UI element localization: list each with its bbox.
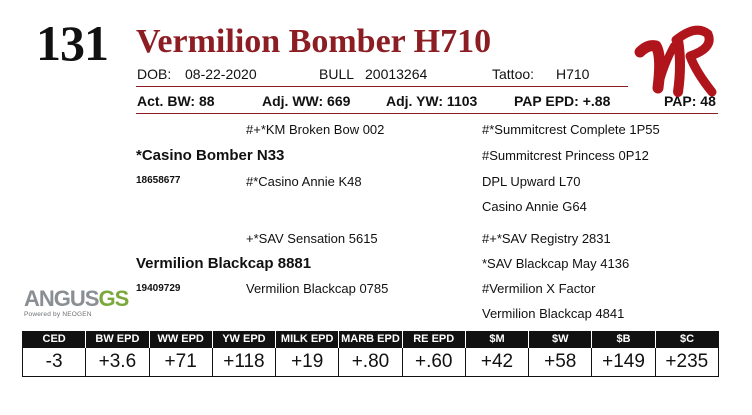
dob-label: DOB: [137,66,172,82]
powered-by-neogen: Powered by NEOGEN [24,311,92,318]
epd-header-bw: BW EPD [86,331,149,348]
pedigree-ss-dam: #Summitcrest Princess 0P12 [482,148,649,163]
epd-value-w: +58 [529,348,592,377]
pap-epd: PAP EPD: +.88 [514,93,611,109]
sex: BULL [319,66,355,82]
epd-header-ww: WW EPD [149,331,212,348]
gs-wordmark: GS [98,286,129,311]
adjusted-yearling-weight: Adj. YW: 1103 [386,93,478,109]
angus-wordmark: ANGUS [24,286,99,311]
pedigree-ds-sire: #+*SAV Registry 2831 [482,231,611,246]
epd-value-marb: +.80 [339,348,402,377]
registration-number: 20013264 [365,66,428,82]
epd-value-milk: +19 [276,348,339,377]
epd-header-milk: MILK EPD [276,331,339,348]
dob-value: 08-22-2020 [185,66,257,82]
animal-name: Vermilion Bomber H710 [136,23,492,60]
pap-value: PAP: 48 [664,93,716,109]
dam-registration: 19409729 [136,283,181,294]
epd-header-c: $C [655,331,718,348]
tattoo-value: H710 [556,66,590,82]
pedigree-sd-dam: Casino Annie G64 [482,199,587,214]
epd-value-ced: -3 [23,348,86,377]
tattoo-label: Tattoo: [492,66,535,82]
epd-header-m: $M [465,331,528,348]
epd-header-marb: MARB EPD [339,331,402,348]
epd-value-re: +.60 [402,348,465,377]
epd-header-ced: CED [23,331,86,348]
sire-registration: 18658677 [136,175,181,186]
pedigree-dd-sire: #Vermilion X Factor [482,281,596,296]
epd-header-b: $B [592,331,655,348]
pedigree-sd-sire: DPL Upward L70 [482,174,581,189]
epd-header-row [23,331,719,348]
divider-rule-top [136,86,628,87]
pedigree-dam-sire: +*SAV Sensation 5615 [246,231,378,246]
epd-value-row [23,348,719,377]
pedigree-sire-sire: #+*KM Broken Bow 002 [246,122,385,137]
divider-rule-bottom [136,113,718,114]
pedigree-ss-sire: #*Summitcrest Complete 1P55 [482,122,660,137]
epd-header-w: $W [529,331,592,348]
epd-header-re: RE EPD [402,331,465,348]
lot-number: 131 [36,15,108,71]
pedigree-sire: *Casino Bomber N33 [136,147,285,164]
pedigree-dd-dam: Vermilion Blackcap 4841 [482,306,625,321]
epd-value-m: +42 [465,348,528,377]
epd-header-yw: YW EPD [212,331,275,348]
angus-gs-logo [24,286,129,323]
pedigree-ds-dam: *SAV Blackcap May 4136 [482,256,630,271]
epd-value-yw: +118 [212,348,275,377]
epd-value-b: +149 [592,348,655,377]
actual-birth-weight: Act. BW: 88 [137,93,215,109]
epd-value-ww: +71 [149,348,212,377]
adjusted-weaning-weight: Adj. WW: 669 [262,93,351,109]
epd-value-c: +235 [655,348,718,377]
epd-table [22,331,719,377]
pedigree-dam-dam: Vermilion Blackcap 0785 [246,281,389,296]
vr-brand-logo [634,12,718,102]
pedigree-sire-dam: #*Casino Annie K48 [246,174,362,189]
pedigree-dam: Vermilion Blackcap 8881 [136,255,312,272]
epd-value-bw: +3.6 [86,348,149,377]
